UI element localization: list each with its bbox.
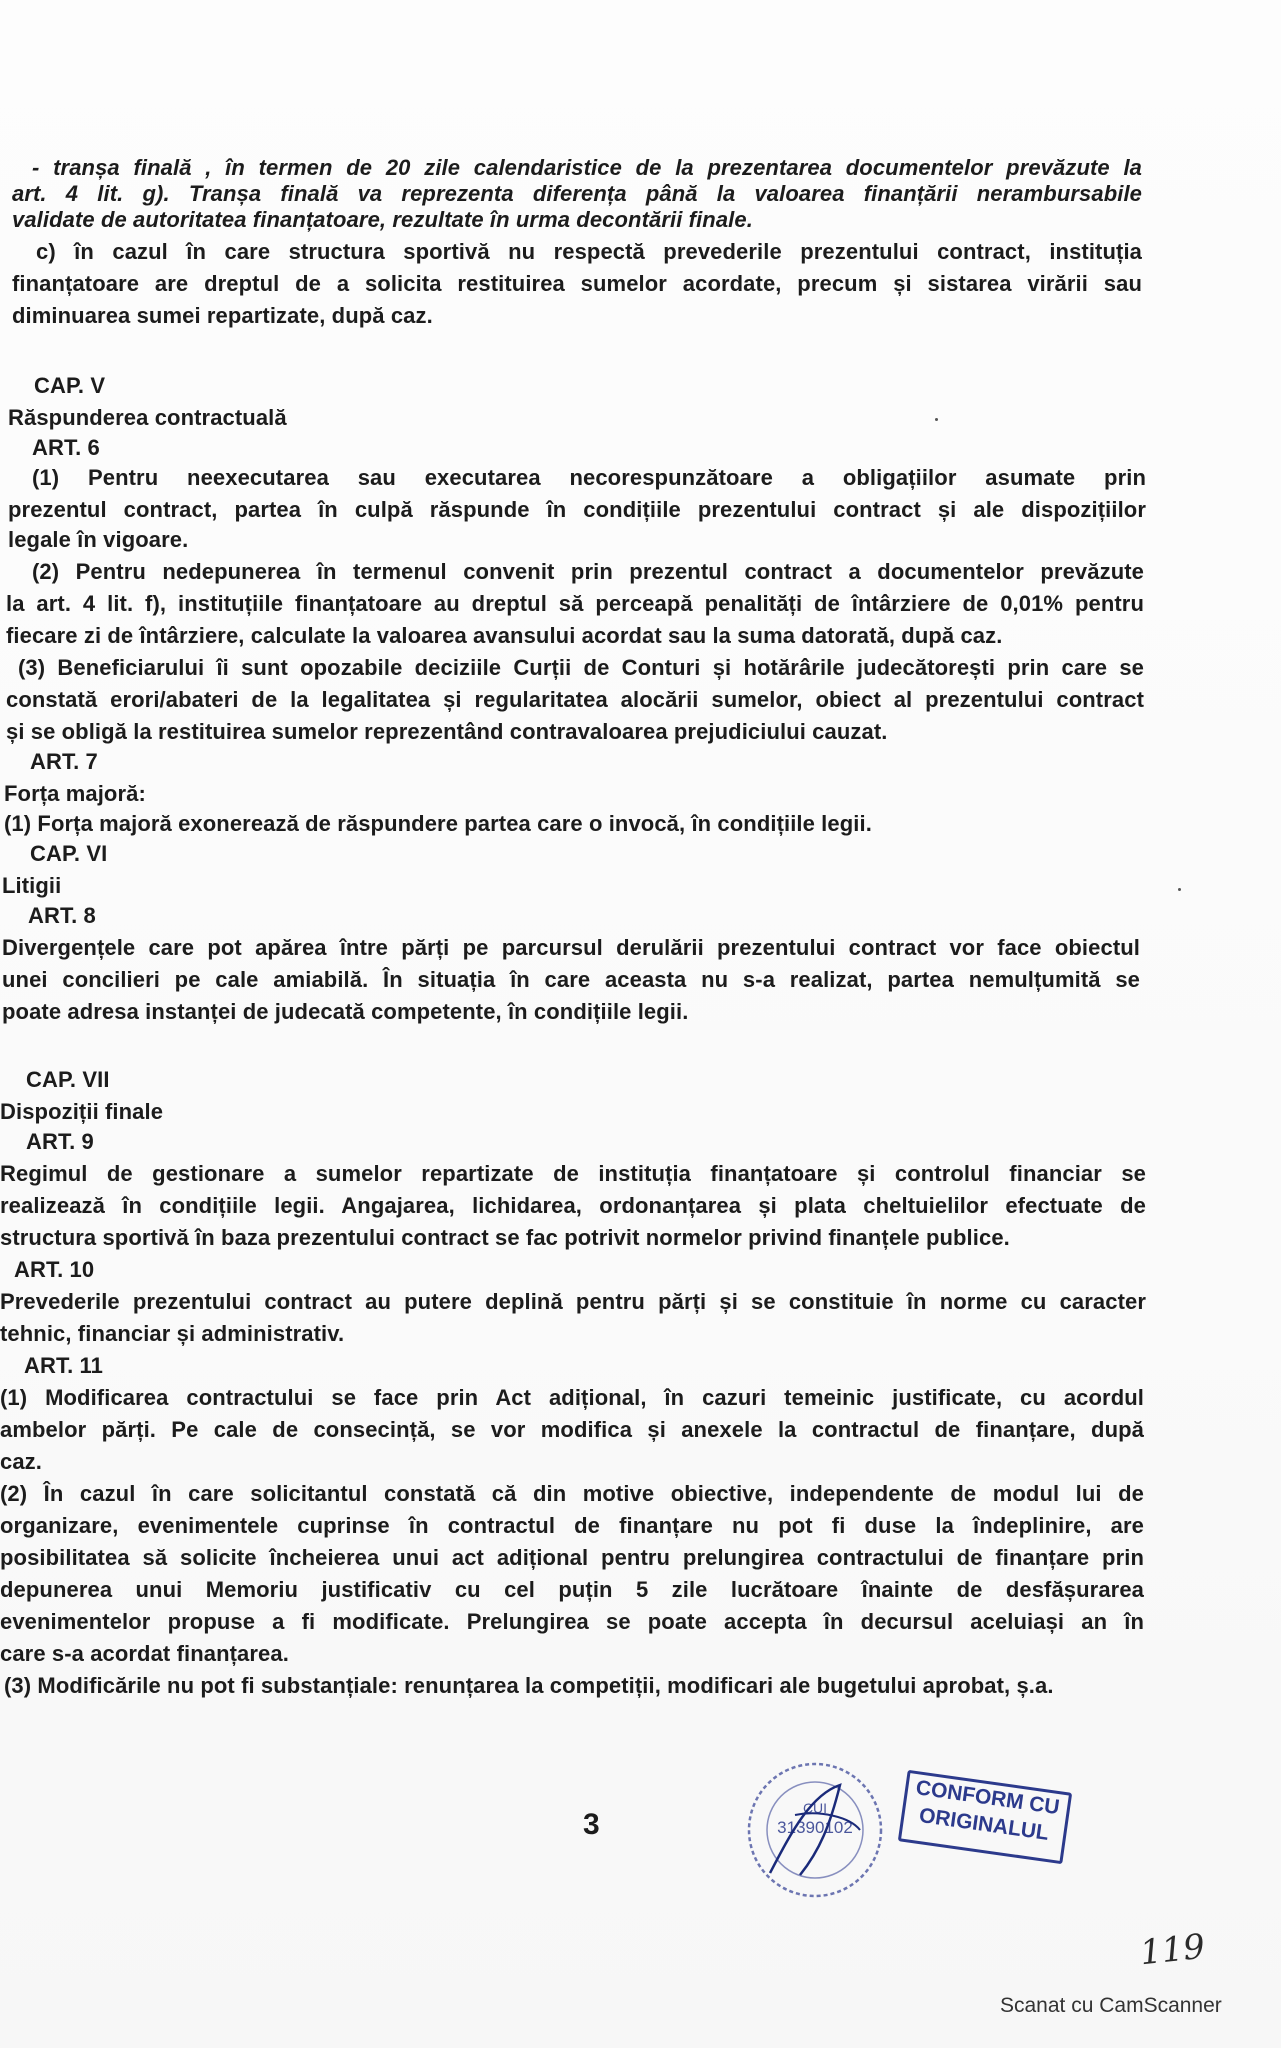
article-heading: ART. 11 xyxy=(24,1353,103,1378)
text-line: legale în vigoare. xyxy=(8,527,189,552)
text-line: (1) Forța majoră exonerează de răspundere partea care o invocă, în condițiile legii. xyxy=(4,811,872,836)
article-heading: ART. 8 xyxy=(28,903,96,928)
svg-text:31390102: 31390102 xyxy=(777,1818,853,1837)
article-heading: ART. 10 xyxy=(14,1257,95,1282)
text-line: structura sportivă în baza prezentului contract se fac potrivit normelor privind finanțele publice. xyxy=(0,1225,1010,1250)
text-line: Divergențele care pot apărea între părți pe parcursul derulării prezentului contract vor face obiectul xyxy=(2,935,1140,960)
text-line: (2) Pentru nedepunerea în termenul convenit prin prezentul contract a documentelor prevăzute xyxy=(32,559,1144,584)
handwritten-number: 119 xyxy=(1138,1926,1207,1974)
text-line: prezentul contract, partea în culpă răspunde în condițiile prezentului contract și ale dispozițiilor xyxy=(8,497,1146,522)
article-heading: ART. 6 xyxy=(32,435,100,460)
chapter-heading: CAP. VII xyxy=(26,1067,110,1092)
text-line: tehnic, financiar și administrativ. xyxy=(0,1321,345,1346)
text-line: organizare, evenimentele cuprinse în contractul de finanțare nu pot fi duse la îndeplinire, are xyxy=(0,1513,1144,1538)
text-line: unei concilieri pe cale amiabilă. În situația în care aceasta nu s-a realizat, partea nemulțumită se xyxy=(2,967,1140,992)
text-line: depunerea unui Memoriu justificativ cu cel puțin 5 zile lucrătoare înainte de desfășurarea xyxy=(0,1577,1144,1602)
article-heading: ART. 9 xyxy=(26,1129,94,1154)
text-line: (1) Modificarea contractului se face prin Act adițional, în cazuri temeinic justificate, cu acordul xyxy=(0,1385,1144,1410)
chapter-title: Litigii xyxy=(2,873,62,898)
text-line: - tranșa finală , în termen de 20 zile calendaristice de la prezentarea documentelor prevăzute la xyxy=(32,155,1142,180)
scanner-watermark: Scanat cu CamScanner xyxy=(1000,1994,1222,2017)
text-line: (1) Pentru neexecutarea sau executarea necorespunzătoare a obligațiilor asumate prin xyxy=(32,465,1146,490)
text-line: (3) Modificările nu pot fi substanțiale: renunțarea la competiții, modificari ale bugetului aprobat, ș.a. xyxy=(4,1673,1054,1698)
text-line: fiecare zi de întârziere, calculate la valoarea avansului acordat sau la suma datorată, după caz. xyxy=(6,623,1003,648)
text-line: ambelor părți. Pe cale de consecință, se vor modifica și anexele la contractul de finanțare, după xyxy=(0,1417,1144,1442)
page-number: 3 xyxy=(583,1808,600,1841)
text-line: finanțatoare are dreptul de a solicita restituirea sumelor acordate, precum și sistarea virării sau xyxy=(12,271,1142,296)
text-line: Prevederile prezentului contract au putere deplină pentru părți și se constituie în norme cu caracter xyxy=(0,1289,1146,1314)
article-heading: ART. 7 xyxy=(30,749,98,774)
text-line: și se obligă la restituirea sumelor reprezentând contravaloarea prejudiciului cauzat. xyxy=(6,719,888,744)
text-line: (3) Beneficiarului îi sunt opozabile deciziile Curții de Conturi și hotărârile judecătorești prin care se xyxy=(18,655,1144,680)
text-line: la art. 4 lit. f), instituțiile finanțatoare au dreptul să perceapă penalități de întârziere de 0,01% pentru xyxy=(6,591,1144,616)
scan-speck xyxy=(1178,888,1181,891)
stamp-text: CONFORM CU ORIGINALUL xyxy=(914,1776,1061,1845)
round-stamp-icon xyxy=(740,1755,890,1905)
text-line: c) în cazul în care structura sportivă nu respectă prevederile prezentului contract, instituția xyxy=(36,239,1142,264)
text-line: realizează în condițiile legii. Angajarea, lichidarea, ordonanțarea și plata cheltuielilor efectuate de xyxy=(0,1193,1146,1218)
text-line: (2) În cazul în care solicitantul constată că din motive obiective, independente de modul lui de xyxy=(0,1481,1144,1506)
text-line: poate adresa instanței de judecată competente, în condițiile legii. xyxy=(2,999,689,1024)
text-line: diminuarea sumei repartizate, după caz. xyxy=(12,303,433,328)
text-line: care s-a acordat finanțarea. xyxy=(0,1641,289,1666)
chapter-title: Dispoziții finale xyxy=(0,1099,164,1124)
chapter-heading: CAP. VI xyxy=(30,841,108,866)
text-line: art. 4 lit. g). Tranșa finală va reprezenta diferența până la valoarea finanțării nerambursabile xyxy=(12,181,1142,206)
text-line: posibilitatea să solicite încheierea unui act adițional pentru prelungirea contractului de finanțare prin xyxy=(0,1545,1144,1570)
scan-speck xyxy=(935,418,938,421)
chapter-heading: CAP. V xyxy=(34,373,106,398)
text-line: constată erori/abateri de la legalitatea și regularitatea alocării sumelor, obiect al prezentului contract xyxy=(6,687,1144,712)
text-line: validate de autoritatea finanțatoare, rezultate în urma decontării finale. xyxy=(12,207,753,232)
svg-text:CUI: CUI xyxy=(802,1800,828,1816)
text-line: Regimul de gestionare a sumelor repartizate de instituția finanțatoare și controlul financiar se xyxy=(0,1161,1146,1186)
text-line: caz. xyxy=(0,1449,42,1474)
chapter-title: Răspunderea contractuală xyxy=(8,405,287,430)
text-line: evenimentelor propuse a fi modificate. Prelungirea se poate accepta în decursul aceluiași an în xyxy=(0,1609,1144,1634)
conform-stamp xyxy=(898,1770,1072,1864)
article-title: Forța majoră: xyxy=(4,781,146,806)
